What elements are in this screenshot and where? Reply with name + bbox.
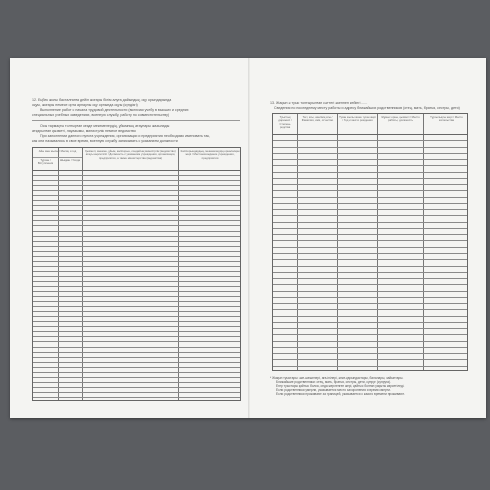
table-rule — [33, 367, 240, 368]
table-rule — [33, 372, 240, 373]
table-rule — [33, 210, 240, 211]
footnote-3: Егер туыстары қайтыс болса, онда жерленген жері, қайтыс болған уақыты көрсетіледі. — [276, 384, 405, 388]
table-rule — [33, 266, 240, 267]
table-rule — [33, 286, 240, 287]
table-rule — [33, 185, 240, 186]
table-rule — [33, 301, 240, 302]
note-line-3: При заполнении данного пункта учреждения, организации и предприятия необходимо именовать так, — [40, 134, 210, 138]
table-rule — [33, 362, 240, 363]
left-page — [10, 58, 248, 418]
header-location: Кәсіпорындардың, мекемелердің орналасқан жері / Местонахождение учреждения, предприятия — [180, 149, 240, 160]
table-rule — [273, 291, 467, 292]
table-rule — [33, 316, 240, 317]
table-rule — [33, 296, 240, 297]
table-rule — [273, 253, 467, 254]
header-residence: Тұрғылықты жері / Место жительства — [430, 115, 463, 123]
table-rule — [273, 215, 467, 216]
table-rule — [273, 328, 467, 329]
table-rule — [273, 228, 467, 229]
table-rule — [273, 353, 467, 354]
table-rule — [273, 272, 467, 273]
table-rule — [273, 203, 467, 204]
table-rule — [273, 222, 467, 223]
table-rule — [33, 251, 240, 252]
table-rule — [273, 134, 467, 135]
note-line-2: атқарылған қызметі, лауазымы, министрлік немесе ведомство — [32, 129, 136, 133]
table-rule — [273, 341, 467, 342]
table-rule — [273, 209, 467, 210]
table-rule — [33, 200, 240, 201]
left-line-3: Выполнение работ с начала трудовой деятельности (включая учебу в высших и средних — [40, 108, 189, 112]
table-rule — [273, 147, 467, 148]
table-rule — [33, 261, 240, 262]
table-rule — [273, 172, 467, 173]
header-dates: Айы мен жылы / Месяц и год — [38, 149, 77, 153]
table-rule — [33, 256, 240, 257]
table-rule — [33, 336, 240, 337]
table-rule — [33, 271, 240, 272]
table-rule — [273, 278, 467, 279]
table-rule — [33, 352, 240, 353]
table-rule — [273, 140, 467, 141]
left-line-2: оқуы, жоғары немесе орта арнаулы оқу орнында оқуы (күндізгі) — [32, 103, 138, 107]
header-birth: Туған жылы және туған жері / Год и место рождения — [339, 115, 376, 123]
table-rule — [273, 197, 467, 198]
table-rule — [273, 297, 467, 298]
table-rule — [273, 153, 467, 154]
table-rule — [33, 215, 240, 216]
left-line-4: специальных учебных заведениях, военную службу, работу по совместительству) — [32, 113, 170, 117]
table-rule — [33, 205, 240, 206]
table-rule — [33, 276, 240, 277]
relatives-rows — [273, 114, 467, 370]
header-workplace: Жұмыс орны, қызметі / Место работы, должность — [381, 115, 420, 123]
footnote-4: Если родственники умерли, указывается место захоронения и время смерти. — [276, 388, 391, 392]
right-line-2: Сведения по последнему месту работы и адресу ближайших родственников (отец, мать, братья, сестры, дети) — [274, 106, 460, 110]
table-rule — [33, 236, 240, 237]
work-history-rows — [33, 148, 240, 400]
table-rule — [273, 334, 467, 335]
left-line-1: 12. Еңбек жолы басталғанға дейін жоғары білім алуға дайындық, оқу орындарында — [32, 98, 172, 102]
table-rule — [273, 347, 467, 348]
table-rule — [273, 322, 467, 323]
relatives-table — [272, 113, 468, 371]
table-rule — [273, 184, 467, 185]
footnote-5: Если родственники проживают за границей, указывается с какого времени проживают. — [276, 392, 405, 396]
header-kinship: Туыстық дәрежесі / Степень родства — [278, 115, 292, 130]
header-subrule — [33, 157, 82, 158]
header-position: Қызметі, мекеме, ұйым, кәсіпорын, сондай-ақ министрлік (ведомство) атауы көрсетіліп / Должность с указанием учреждения, организации, предприятия, а также министерства (ведомства) — [85, 149, 176, 160]
header-end: Шыққан / Ухода — [59, 158, 81, 162]
right-line-1: 13. Жақын ә туыс толтырылған сәттегі әкеннен кейінгі ...... — [270, 101, 368, 105]
note-line-4: как они назывались в свое время, военную службу записывать с указанием должности — [32, 139, 178, 143]
left-separator — [32, 120, 240, 121]
header-fullname: Тегі, аты, әкесінің аты / Фамилия, имя, отчество — [301, 115, 334, 123]
footnote-2: Ближайшие родственники: отец, мать, братья, сестры, дети, супруг (супруга). — [276, 380, 391, 384]
table-rule — [273, 303, 467, 304]
table-rule — [33, 326, 240, 327]
table-rule — [33, 306, 240, 307]
table-rule — [273, 190, 467, 191]
table-rule — [33, 175, 240, 176]
table-rule — [33, 231, 240, 232]
table-rule — [33, 377, 240, 378]
table-rule — [33, 190, 240, 191]
table-rule — [33, 170, 240, 171]
table-rule — [273, 284, 467, 285]
work-history-table — [32, 147, 241, 401]
table-rule — [273, 240, 467, 241]
table-rule — [273, 247, 467, 248]
table-rule — [33, 241, 240, 242]
table-rule — [33, 180, 240, 181]
table-rule — [273, 159, 467, 160]
footnote-1: * Жақын туыстары: әке-шешелері, аға-інілері, әпке-қарындастары, балалары, зайыптары. — [270, 376, 404, 380]
table-rule — [33, 387, 240, 388]
table-rule — [273, 165, 467, 166]
table-rule — [33, 225, 240, 226]
table-rule — [273, 178, 467, 179]
table-rule — [273, 309, 467, 310]
table-rule — [273, 266, 467, 267]
table-rule — [33, 357, 240, 358]
table-rule — [33, 397, 240, 398]
table-rule — [33, 331, 240, 332]
table-rule — [33, 220, 240, 221]
table-rule — [33, 195, 240, 196]
table-rule — [33, 246, 240, 247]
open-notebook — [10, 58, 486, 418]
table-rule — [33, 347, 240, 348]
table-rule — [273, 316, 467, 317]
table-rule — [33, 281, 240, 282]
table-rule — [33, 291, 240, 292]
table-rule — [273, 359, 467, 360]
table-rule — [273, 234, 467, 235]
table-rule — [33, 321, 240, 322]
header-start: Тұрған / Вступления — [37, 158, 54, 166]
note-line-1: Осы тармақты толтырған кезде мекемелердің, ұйымның атаулары жазылады — [40, 124, 170, 128]
table-rule — [33, 392, 240, 393]
table-rule — [273, 259, 467, 260]
table-rule — [33, 341, 240, 342]
table-rule — [33, 382, 240, 383]
table-rule — [33, 311, 240, 312]
table-rule — [273, 366, 467, 367]
right-page — [250, 58, 486, 418]
